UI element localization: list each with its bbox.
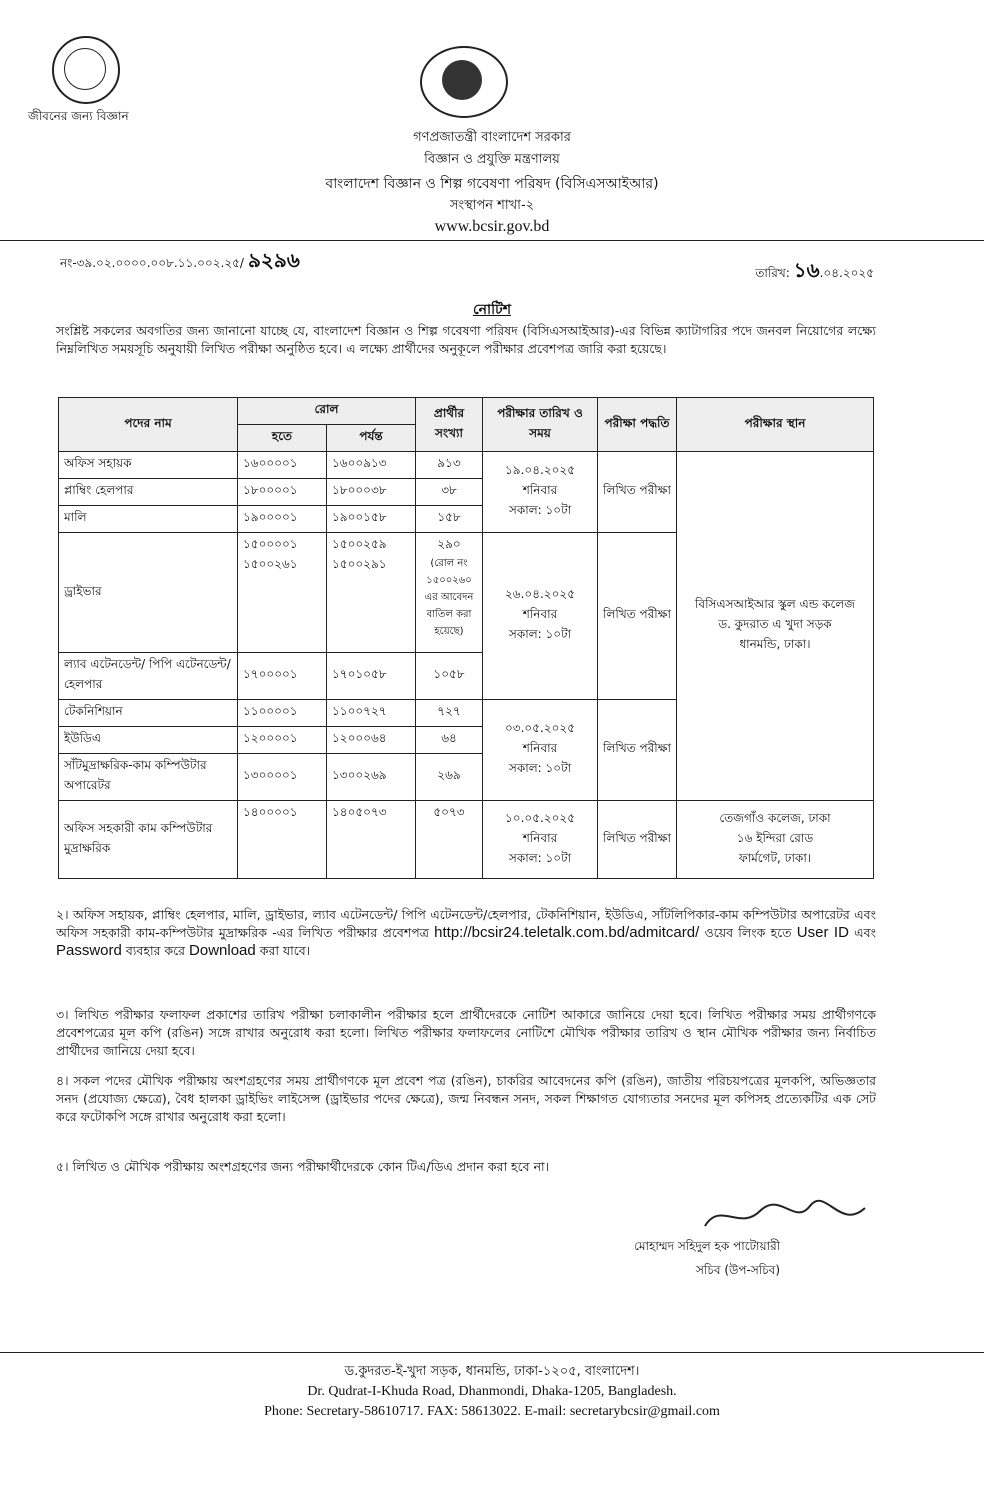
table-cell: ২৯০ (রোল নং ১৫০০২৬০ এর আবেদন বাতিল করা হয়েছে)	[416, 533, 483, 653]
point-2: ২। অফিস সহায়ক, প্লাম্বিং হেলপার, মালি, ড্রাইভার, ল্যাব এটেনডেন্ট/ পিপি এটেনডেন্ট/হেলপার, টেকনিশিয়ান, ইউডিএ, সাঁটলিপিকার-কাম কম্পিউটার অপারেটর এবং অফিস সহকারী কাম-কম্পিউটার মুদ্রাক্ষরিক -এর লিখিত পরীক্ষার প্রবেশপত্র http://bcsir24.teletalk.com.bd/admitcard/ ওয়েব লিংক হতে User ID এবং Password ব্যবহার করে Download করা যাবে।	[56, 907, 876, 959]
table-cell: ১৬০০৯১৩	[327, 452, 416, 479]
header-venue: পরীক্ষার স্থান	[677, 398, 874, 452]
date-cell: ১০.০৫.২০২৫ শনিবার সকাল: ১০টা	[483, 801, 598, 879]
table-cell: ১৪০৫০৭৩	[327, 801, 416, 879]
header-post: পদের নাম	[59, 398, 238, 452]
venue-cell: তেজগাঁও কলেজ, ঢাকা ১৬ ইন্দিরা রোড ফার্মগেট, ঢাকা।	[677, 801, 874, 879]
table-row	[59, 801, 874, 879]
memo-number: নং-৩৯.০২.০০০০.০০৮.১১.০০২.২৫/ ৯২৯৬	[60, 248, 300, 272]
footer-address-en: Dr. Qudrat-I-Khuda Road, Dhanmondi, Dhaka-1205, Bangladesh.	[307, 1384, 677, 1399]
header-count: প্রার্থীর সংখ্যা	[416, 398, 483, 452]
date-cell: ০৩.০৫.২০২৫ শনিবার সকাল: ১০টা	[483, 700, 598, 801]
table-cell: ড্রাইভার	[59, 533, 238, 653]
header-line-1: গণপ্রজাতন্ত্রী বাংলাদেশ সরকার	[413, 130, 571, 145]
footer-contact: Phone: Secretary-58610717. FAX: 58613022. E-mail: secretarybcsir@gmail.com	[264, 1404, 720, 1419]
header-line-2: বিজ্ঞান ও প্রযুক্তি মন্ত্রণালয়	[424, 152, 560, 167]
table-cell: ১৯০০১৫৮	[327, 506, 416, 533]
table-cell: ১৮০০০৩৮	[327, 479, 416, 506]
table-cell: ১৩০০২৬৯	[327, 754, 416, 801]
header-line-3: বাংলাদেশ বিজ্ঞান ও শিল্প গবেষণা পরিষদ (বিসিএসআইআর)	[325, 176, 659, 192]
header-to: পর্যন্ত	[327, 425, 416, 452]
bcsir-logo	[52, 36, 120, 104]
table-cell: ৬৪	[416, 727, 483, 754]
date-cell: ২৬.০৪.২০২৫ শনিবার সকাল: ১০টা	[483, 533, 598, 700]
notice-title: নোটিশ	[472, 302, 511, 318]
table-cell: ১০৫৮	[416, 653, 483, 700]
table-cell: ১১০০০০১	[238, 700, 327, 727]
footer-rule	[0, 1352, 984, 1353]
signature-mark	[700, 1196, 870, 1236]
date-cell: ১৯.০৪.২০২৫ শনিবার সকাল: ১০টা	[483, 452, 598, 533]
header-rule	[0, 240, 984, 241]
table-cell: ৯১৩	[416, 452, 483, 479]
point-5: ৫। লিখিত ও মৌখিক পরীক্ষায় অংশগ্রহণের জন্য পরীক্ষার্থীদেরকে কোন টিএ/ডিএ প্রদান করা হবে না।	[56, 1159, 550, 1174]
website: www.bcsir.gov.bd	[434, 218, 550, 235]
venue-cell: বিসিএসআইআর স্কুল এন্ড কলেজ ড. কুদরাত এ খুদা সড়ক ধানমন্ডি, ঢাকা।	[677, 452, 874, 801]
table-cell: লিখিত পরীক্ষা	[598, 801, 677, 879]
header-method: পরীক্ষা পদ্ধতি	[598, 398, 677, 452]
table-cell: লিখিত পরীক্ষা	[598, 452, 677, 533]
header-date: পরীক্ষার তারিখ ও সময়	[483, 398, 598, 452]
table-cell: ২৬৯	[416, 754, 483, 801]
table-cell: ল্যাব এটেনডেন্ট/ পিপি এটেনডেন্ট/ হেলপার	[59, 653, 238, 700]
table-cell: লিখিত পরীক্ষা	[598, 700, 677, 801]
table-cell: ১১০০৭২৭	[327, 700, 416, 727]
table-cell: ১৪০০০০১	[238, 801, 327, 879]
signatory-name: মোহাম্মদ সহিদুল হক পাটোয়ারী	[634, 1239, 781, 1253]
table-cell: ১৬০০০০১	[238, 452, 327, 479]
table-cell: ৩৮	[416, 479, 483, 506]
table-cell: লিখিত পরীক্ষা	[598, 533, 677, 700]
header-line-4: সংস্থাপন শাখা-২	[449, 198, 535, 213]
table-cell: ১৮০০০০১	[238, 479, 327, 506]
logo-caption: জীবনের জন্য বিজ্ঞান	[28, 109, 129, 123]
table-cell: ১৭০০০০১	[238, 653, 327, 700]
table-cell: মালি	[59, 506, 238, 533]
notice-intro: সংশ্লিষ্ট সকলের অবগতির জন্য জানানো যাচ্ছে যে, বাংলাদেশ বিজ্ঞান ও শিল্প গবেষণা পরিষদ (বিসিএসআইআর)-এর বিভিন্ন ক্যাটাগরির পদে জনবল নিয়োগের লক্ষ্যে নিম্নলিখিত সময়সূচি অনুযায়ী লিখিত পরীক্ষা অনুষ্ঠিত হবে। এ লক্ষ্যে প্রার্থীদের অনুকূলে পরীক্ষার প্রবেশপত্র জারি করা হয়েছে।	[56, 323, 876, 356]
header-from: হতে	[238, 425, 327, 452]
table-cell: ১৯০০০০১	[238, 506, 327, 533]
table-cell: অফিস সহকারী কাম কম্পিউটার মুদ্রাক্ষরিক	[59, 801, 238, 879]
table-cell: ১৩০০০০১	[238, 754, 327, 801]
table-cell: ১৫০০২৫৯ ১৫০০২৯১	[327, 533, 416, 653]
government-seal	[420, 46, 508, 118]
point-4: ৪। সকল পদের মৌখিক পরীক্ষায় অংশগ্রহণের সময় প্রার্থীগণকে মূল প্রবেশ পত্র (রঙিন), চাকরির আবেদনের কপি (রঙিন), জাতীয় পরিচয়পত্রের মূলকপি, অভিজ্ঞতার সনদ (প্রযোজ্য ক্ষেত্রে), বৈধ হালকা ড্রাইভিং লাইসেন্স (ড্রাইভার পদের ক্ষেত্রে), জন্ম নিবন্ধন সনদ, সকল শিক্ষাগত যোগ্যতার সনদের মূল কপিসহ প্রত্যেকটির এক সেট করে ফটোকপি সঙ্গে রাখার অনুরোধ করা হলো।	[56, 1073, 876, 1124]
memo-date: তারিখ: ১৬.০৪.২০২৫	[755, 258, 874, 282]
table-cell: ১৫৮	[416, 506, 483, 533]
table-cell: সাঁটমুদ্রাক্ষরিক-কাম কম্পিউটার অপারেটর	[59, 754, 238, 801]
table-cell: অফিস সহায়ক	[59, 452, 238, 479]
table-cell: ১৫০০০০১ ১৫০০২৬১	[238, 533, 327, 653]
footer-address-bn: ড.কুদরত-ই-খুদা সড়ক, ধানমন্ডি, ঢাকা-১২০৫, বাংলাদেশ।	[344, 1364, 640, 1379]
table-cell: ৭২৭	[416, 700, 483, 727]
table-cell: ৫০৭৩	[416, 801, 483, 879]
table-cell: ইউডিএ	[59, 727, 238, 754]
exam-schedule-table	[58, 397, 874, 879]
table-row	[59, 452, 874, 479]
table-cell: টেকনিশিয়ান	[59, 700, 238, 727]
table-cell: প্লাম্বিং হেলপার	[59, 479, 238, 506]
table-cell: ১২০০০০১	[238, 727, 327, 754]
table-cell: ১৭০১০৫৮	[327, 653, 416, 700]
point-3: ৩। লিখিত পরীক্ষার ফলাফল প্রকাশের তারিখ পরীক্ষা চলাকালীন পরীক্ষার হলে প্রার্থীদেরকে নোটিশ আকারে জানিয়ে দেয়া হবে। লিখিত পরীক্ষার সময় প্রার্থীগণকে প্রবেশপত্রের মূল কপি (রঙিন) সঙ্গে রাখার অনুরোধ করা হলো। লিখিত পরীক্ষার ফলাফলের নোটিশে মৌখিক পরীক্ষার তারিখ ও স্থান মৌখিক পরীক্ষার জন্য নির্বাচিত প্রার্থীদের জানিয়ে দেয়া হবে।	[56, 1007, 876, 1058]
table-cell: ১২০০০৬৪	[327, 727, 416, 754]
header-roll: রোল	[238, 398, 416, 425]
signatory-designation: সচিব (উপ-সচিব)	[696, 1263, 781, 1277]
